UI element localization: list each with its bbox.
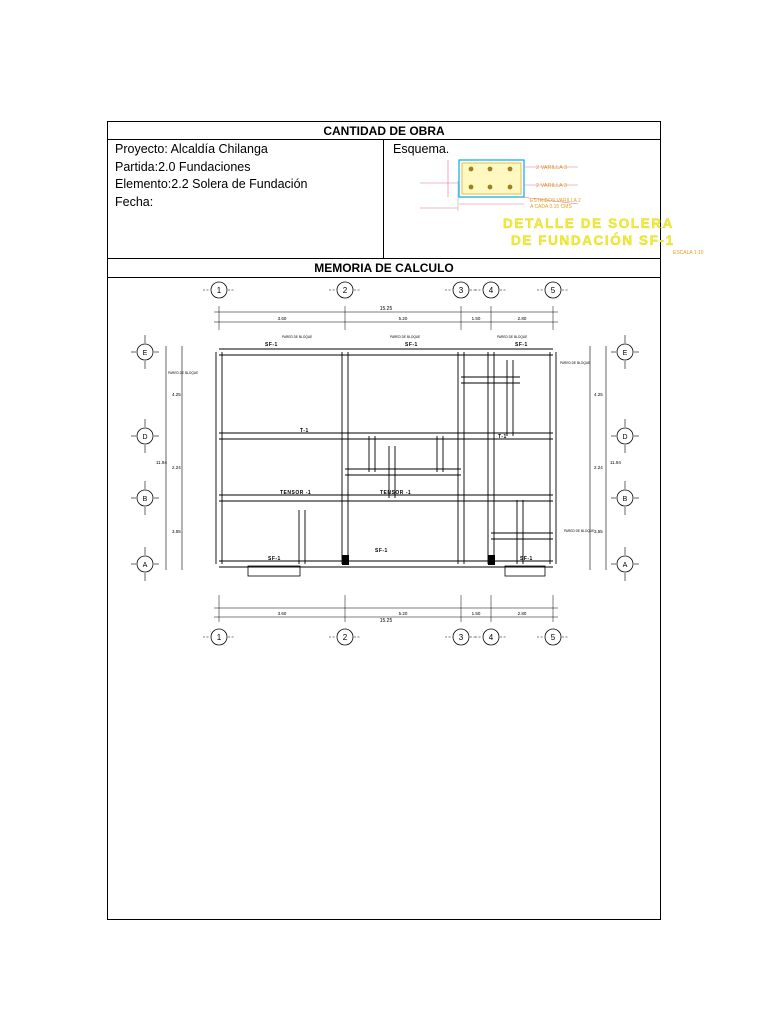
axis-label: D: [622, 434, 628, 441]
dim-left: 4.25: [172, 392, 181, 397]
dim-bottom: 2.80: [517, 611, 527, 616]
sheet-title: CANTIDAD DE OBRA: [323, 124, 445, 138]
axis-label: 4: [488, 286, 494, 295]
beam-label: SF-1: [405, 342, 418, 348]
axis-label: B: [142, 496, 148, 503]
beam-label: SF-1: [268, 556, 281, 562]
elemento: Elemento:2.2 Solera de Fundación: [115, 177, 308, 191]
dim-right: 2.24: [594, 465, 603, 470]
beam-label: SF-1: [515, 342, 528, 348]
memoria-title: MEMORIA DE CALCULO: [314, 261, 454, 275]
axis-label: 4: [488, 633, 494, 642]
detail-note-2: 2 VARILLA 3: [536, 183, 568, 189]
dim-right: 3.55: [594, 529, 603, 534]
beam-label: SF-1: [375, 548, 388, 554]
project-name: Proyecto: Alcaldía Chilanga: [115, 142, 268, 156]
axis-label: 1: [216, 286, 222, 295]
detail-note-3: ESTRIBOS VARILLA 2: [530, 198, 581, 204]
beam-label: SF-1: [520, 556, 533, 562]
dim-top: 3.60: [277, 316, 287, 321]
fecha: Fecha:: [115, 194, 154, 209]
axis-label: 5: [550, 286, 556, 295]
dim-bottom: 1.50: [471, 611, 481, 616]
detail-title-1: DETALLE DE SOLERA: [503, 216, 674, 231]
dim-bottom: 3.60: [277, 611, 287, 616]
axis-label: A: [622, 562, 628, 569]
axis-label: 3: [458, 633, 464, 642]
dim-top: 2.80: [517, 316, 527, 321]
axis-label: 2: [342, 633, 348, 642]
beam-label: T-1: [300, 428, 309, 434]
dim-left: 2.24: [172, 465, 181, 470]
column: [488, 555, 495, 565]
beam-label: T-1: [498, 434, 507, 440]
wall-note: PARED DE BLOQUE: [564, 529, 595, 533]
beam-label: TENSOR -1: [380, 490, 412, 496]
partida: Partida:2.0 Fundaciones: [115, 159, 251, 174]
detail-note-4: A CADA 0.15 CMS: [530, 204, 572, 210]
dim-total-width: 15.25: [379, 618, 393, 624]
wall-note: PARED DE BLOQUE: [497, 335, 528, 339]
dim-total-width: 15.25: [379, 306, 393, 312]
axis-label: E: [622, 350, 628, 357]
esquema-label: Esquema.: [393, 142, 450, 156]
dim-total-height: 11.94: [156, 460, 167, 465]
column: [342, 555, 349, 565]
detail-note-1: 2 VARILLA 3: [536, 165, 568, 171]
wall-note: PARED DE BLOQUE: [560, 361, 591, 365]
dim-left: 3.55: [172, 529, 181, 534]
footing-offset: [505, 566, 545, 576]
axis-label: 2: [342, 286, 348, 295]
axis-label: A: [142, 562, 148, 569]
detail-title-2: DE FUNDACIÓN SF-1: [511, 233, 675, 248]
axis-label: 5: [550, 633, 556, 642]
detail-scale: ESCALA 1:10: [673, 250, 704, 256]
dim-top: 5.20: [398, 316, 408, 321]
dim-total-height: 11.94: [610, 460, 621, 465]
axis-label: B: [622, 496, 628, 503]
wall-note: PARED DE BLOQUE: [390, 335, 421, 339]
beam-label: TENSOR -1: [280, 490, 312, 496]
axis-label: E: [142, 350, 148, 357]
dim-bottom: 5.20: [398, 611, 408, 616]
wall-note: PARED DE BLOQUE: [168, 371, 199, 375]
axis-label: 3: [458, 286, 464, 295]
dim-right: 4.25: [594, 392, 603, 397]
axis-label: D: [142, 434, 148, 441]
dim-top: 1.50: [471, 316, 481, 321]
footing-offset: [248, 566, 300, 576]
axis-label: 1: [216, 633, 222, 642]
beam-label: SF-1: [265, 342, 278, 348]
wall-note: PARED DE BLOQUE: [282, 335, 313, 339]
